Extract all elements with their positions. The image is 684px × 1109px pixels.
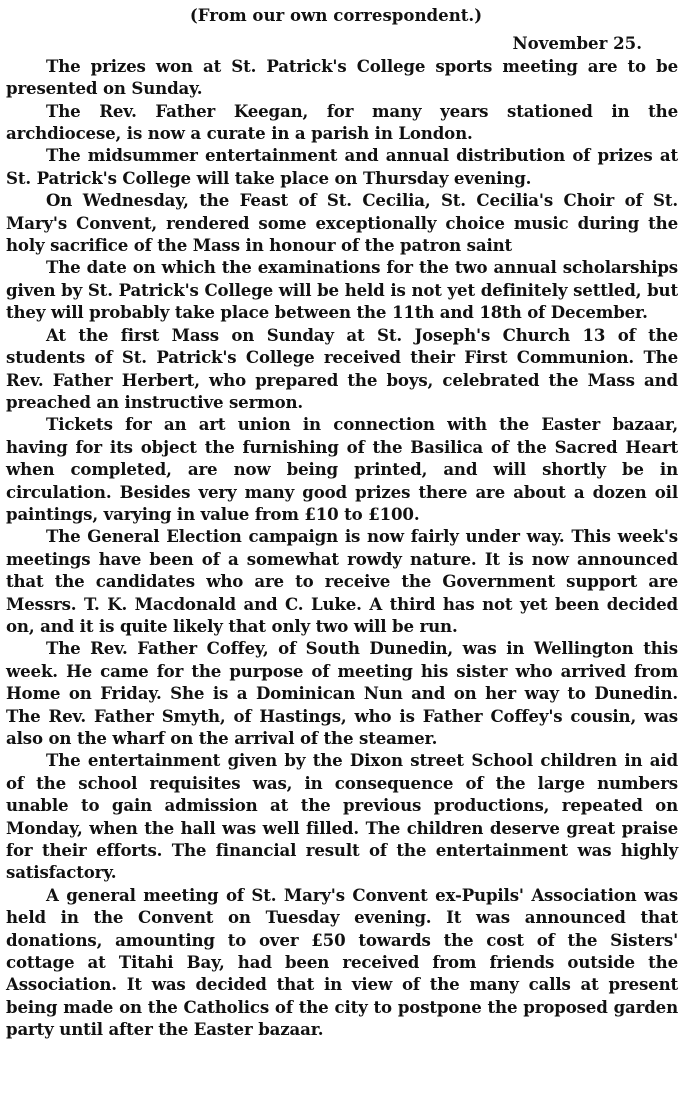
paragraph-first-communion: At the first Mass on Sunday at St. Joseph's Church 13 of the students of St. Patrick's College received their First Communion. The Rev. Father Herbert, who prepared the boys, celebrated the Mass and preached an instructive sermon. — [6, 324, 678, 412]
paragraph-scholarships: The date on which the examinations for the two annual scholarships given by St. Patrick's College will be held is not yet definitely settled, but they will probably take place between the 11th and 18th of December. — [6, 257, 678, 323]
paragraph-st-cecilia: On Wednesday, the Feast of St. Cecilia, St. Cecilia's Choir of St. Mary's Convent, rendered some exceptionally choice music during the holy sacrifice of the Mass in honour of the patron saint — [6, 190, 678, 256]
paragraph-art-union: Tickets for an art union in connection with the Easter bazaar, having for its object the furnishing of the Basilica of the Sacred Heart when completed, are now being printed, and will shortly be in circulation. Besides very many good prizes there are about a dozen oil paintings, varying in value from £10 to £100. — [6, 414, 678, 524]
paragraph-midsummer-entertainment: The midsummer entertainment and annual distribution of prizes at St. Patrick's College will take place on Thursday evening. — [6, 145, 678, 188]
paragraph-father-keegan: The Rev. Father Keegan, for many years stationed in the archdiocese, is now a curate in a parish in London. — [6, 100, 678, 144]
paragraph-sports-prizes: The prizes won at St. Patrick's College sports meeting are to be presented on Sunday. — [6, 55, 678, 99]
paragraph-ex-pupils-association: A general meeting of St. Mary's Convent ex-Pupils' Association was held in the Convent on Tuesday evening. It was announced that donations, amounting to over £50 towards the cost of the Sisters' cottage at Titahi Bay, had been received from friends outside the Association. It was decided that in view of the many calls at present being made on the Catholics of the city to postpone the proposed garden party until after the Easter bazaar. — [6, 884, 678, 1040]
dateline: (From our own correspondent.) — [189, 5, 483, 25]
paragraph-general-election: The General Election campaign is now fairly under way. This week's meetings have been of a somewhat rowdy nature. It is now announced that the candidates who are to receive the Government support are Messrs. T. K. Macdonald and C. Luke. A third has not yet been decided on, and it is quite likely that only two will be run. — [6, 526, 678, 636]
article-date: November 25. — [512, 33, 642, 54]
paragraph-dixon-street-school: The entertainment given by the Dixon street School children in aid of the school requisites was, in consequence of the large numbers unable to gain admission at the previous productions, repeated on Monday, when the hall was well filled. The children deserve great praise for their efforts. The financial result of the entertainment was highly satisfactory. — [6, 750, 678, 883]
paragraph-father-coffey: The Rev. Father Coffey, of South Dunedin, was in Wellington this week. He came for the purpose of meeting his sister who arrived from Home on Friday. She is a Dominican Nun and on her way to Dunedin. The Rev. Father Smyth, of Hastings, who is Father Coffey's cousin, was also on the wharf on the arrival of the steamer. — [6, 638, 678, 748]
